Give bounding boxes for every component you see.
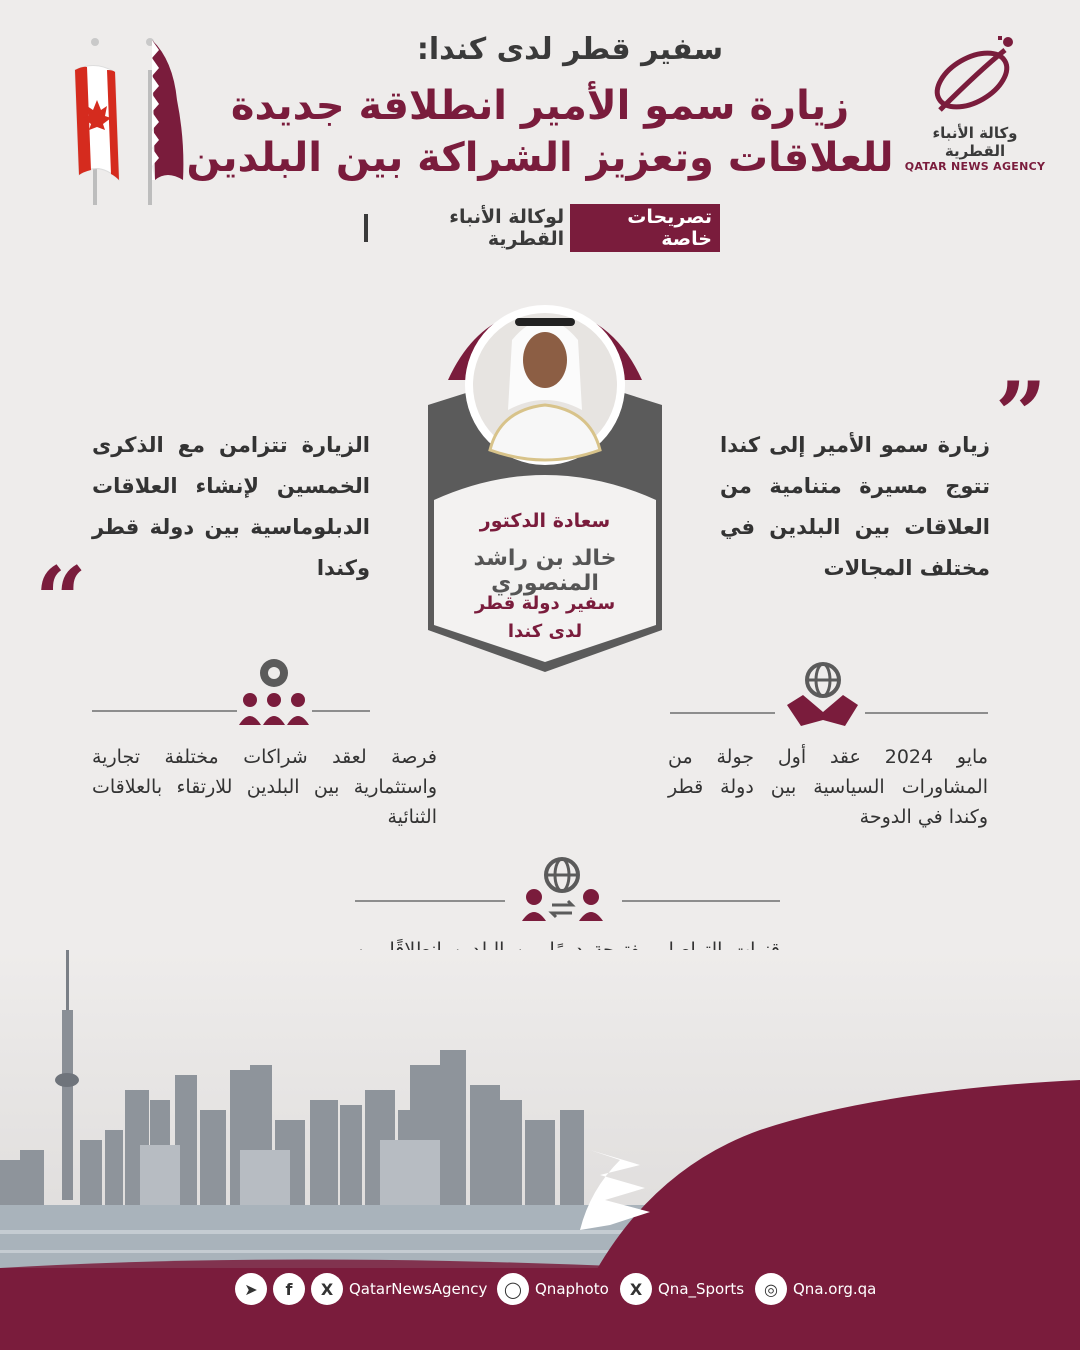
person-title — [440, 590, 650, 646]
headline-line-1: زيارة سمو الأمير انطلاقة جديدة — [230, 83, 850, 129]
handle-website[interactable]: Qna.org.qa — [793, 1280, 877, 1298]
communication-icon — [520, 855, 605, 925]
person-name: خالد بن راشد المنصوري — [473, 546, 617, 596]
person-title-line-1: سفير دولة قطر — [474, 593, 616, 614]
divider-center-b — [622, 900, 780, 902]
x-sports-icon[interactable]: X — [620, 1273, 652, 1305]
divider-left-b — [312, 710, 370, 712]
divider-left-a — [92, 710, 237, 712]
exclusive-bar — [364, 214, 368, 242]
exclusive-tag — [360, 206, 720, 250]
instagram-link[interactable] — [497, 1273, 609, 1305]
qna-logo — [900, 30, 1050, 173]
social-bar — [235, 1273, 487, 1305]
quote-left: الزيارة تتزامن مع الذكرى الخمسين لإنشاء العلاقات الدبلوماسية بين دولة قطر وكندا — [92, 433, 370, 580]
instagram-icon[interactable]: ◯ — [497, 1273, 529, 1305]
quote-close-icon: ” — [995, 362, 1047, 468]
logo-name-en: QATAR NEWS AGENCY — [904, 160, 1046, 173]
headline-kicker: سفير قطر لدى كندا: — [416, 32, 724, 67]
person-title-line-2: لدى كندا — [507, 621, 583, 642]
quote-open-icon: “ — [35, 547, 87, 653]
x-icon[interactable]: X — [311, 1273, 343, 1305]
facebook-icon[interactable]: f — [273, 1273, 305, 1305]
divider-right-a — [670, 712, 775, 714]
quote-right: زيارة سمو الأمير إلى كندا تتوج مسيرة متنامية من العلاقات بين البلدين في مختلف المجالات — [720, 433, 990, 580]
point-investment: فرصة لعقد شراكات مختلفة تجارية واستثمارية بين البلدين للارتقاء بالعلاقات الثنائية — [92, 746, 437, 828]
globe-icon[interactable]: ◎ — [755, 1273, 787, 1305]
handle-qna-sports[interactable]: Qna_Sports — [658, 1280, 745, 1298]
globe-handshake-icon — [785, 660, 860, 730]
headline — [180, 80, 900, 184]
headline-line-2: للعلاقات وتعزيز الشراكة بين البلدين — [186, 135, 894, 181]
divider-center-a — [355, 900, 505, 902]
person-honorific: سعادة الدكتور — [479, 510, 611, 532]
handle-qnaphoto[interactable]: Qnaphoto — [535, 1280, 609, 1298]
sports-link[interactable] — [620, 1273, 744, 1305]
handle-qatarnewsagency[interactable]: QatarNewsAgency — [349, 1280, 488, 1298]
website-link[interactable] — [755, 1273, 876, 1305]
telegram-icon[interactable]: ➤ — [235, 1273, 267, 1305]
divider-right-b — [865, 712, 988, 714]
partnership-team-icon — [238, 655, 310, 730]
exclusive-highlight: تصريحات خاصة — [570, 204, 720, 252]
logo-name-ar: وكالة الأنباء القطرية — [932, 124, 1018, 160]
qna-emblem-icon — [920, 30, 1030, 120]
exclusive-source: لوكالة الأنباء القطرية — [449, 206, 565, 250]
point-consultations: مايو 2024 عقد أول جولة من المشاورات السياسية بين دولة قطر وكندا في الدوحة — [668, 746, 989, 828]
